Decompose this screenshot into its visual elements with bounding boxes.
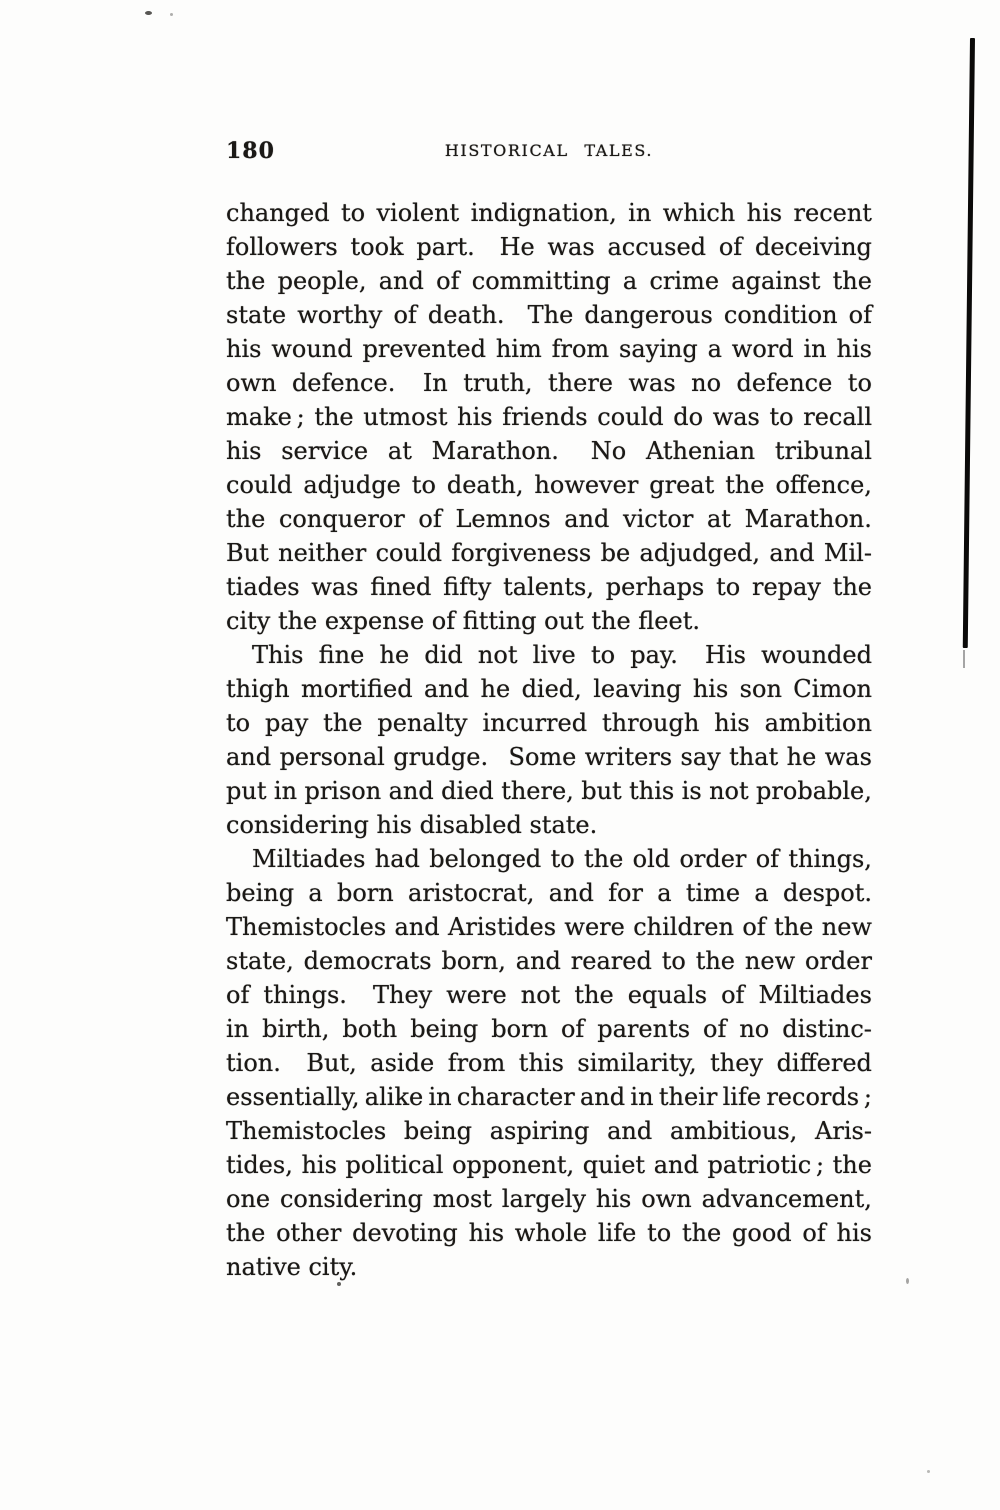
- page-head: [226, 138, 872, 164]
- text-line: essentially, alike in character and in their life records ;: [226, 1083, 872, 1111]
- text-block: [226, 196, 872, 1284]
- scan-speck: [170, 13, 173, 16]
- text-line: being a born aristocrat, and for a time a despot.: [226, 879, 872, 907]
- page-number: 180: [226, 138, 275, 164]
- text-line: Themistocles and Aristides were children of the new: [226, 913, 872, 941]
- text-line: This fine he did not live to pay. His wounded: [252, 641, 872, 669]
- text-line: tion. But, aside from this similarity, they differed: [226, 1049, 872, 1077]
- text-line: his wound prevented him from saying a word in his: [226, 335, 872, 363]
- text-line: state, democrats born, and reared to the new order: [226, 947, 872, 975]
- text-line: Miltiades had belonged to the old order of things,: [252, 845, 872, 873]
- text-line: considering his disabled state.: [226, 811, 598, 839]
- text-line: city the expense of fitting out the fleet.: [226, 607, 700, 635]
- paragraph: [226, 196, 872, 638]
- text-line: followers took part. He was accused of deceiving: [226, 233, 872, 261]
- scan-speck: [927, 1470, 930, 1473]
- text-line: his service at Marathon. No Athenian tribunal: [226, 437, 872, 465]
- text-line: of things. They were not the equals of Miltiades: [226, 981, 872, 1009]
- text-line: the conqueror of Lemnos and victor at Marathon.: [226, 505, 872, 533]
- text-line: in birth, both being born of parents of no distinc-: [226, 1015, 872, 1043]
- text-line: and personal grudge. Some writers say that he was: [226, 743, 872, 771]
- text-line: Themistocles being aspiring and ambitious, Aris-: [226, 1117, 872, 1145]
- text-line: changed to violent indignation, in which his recent: [226, 199, 872, 227]
- text-line: tides, his political opponent, quiet and patriotic ; the: [226, 1151, 872, 1179]
- text-line: one considering most largely his own advancement,: [226, 1185, 872, 1213]
- text-line: tiades was fined fifty talents, perhaps to repay the: [226, 573, 872, 601]
- text-line: But neither could forgiveness be adjudged, and Mil-: [226, 539, 872, 567]
- scan-speck: [906, 1278, 909, 1284]
- text-line: thigh mortified and he died, leaving his son Cimon: [226, 675, 872, 703]
- text-line: native city.: [226, 1253, 358, 1281]
- text-line: make ; the utmost his friends could do was to recall: [226, 403, 872, 431]
- paragraph: [226, 638, 872, 842]
- scan-speck: [145, 11, 152, 15]
- text-line: could adjudge to death, however great the offence,: [226, 471, 872, 499]
- paragraph: [226, 842, 872, 1284]
- text-line: own defence. In truth, there was no defence to: [226, 369, 872, 397]
- running-header: HISTORICAL TALES.: [444, 141, 654, 160]
- text-line: to pay the penalty incurred through his ambition: [226, 709, 872, 737]
- text-line: the other devoting his whole life to the good of his: [226, 1219, 872, 1247]
- text-line: state worthy of death. The dangerous condition of: [226, 301, 872, 329]
- scan-artifact-bar-tail: [963, 650, 965, 668]
- text-line: the people, and of committing a crime against the: [226, 267, 872, 295]
- scan-artifact-vertical-bar: [963, 38, 975, 648]
- text-line: put in prison and died there, but this is not probable,: [226, 777, 872, 805]
